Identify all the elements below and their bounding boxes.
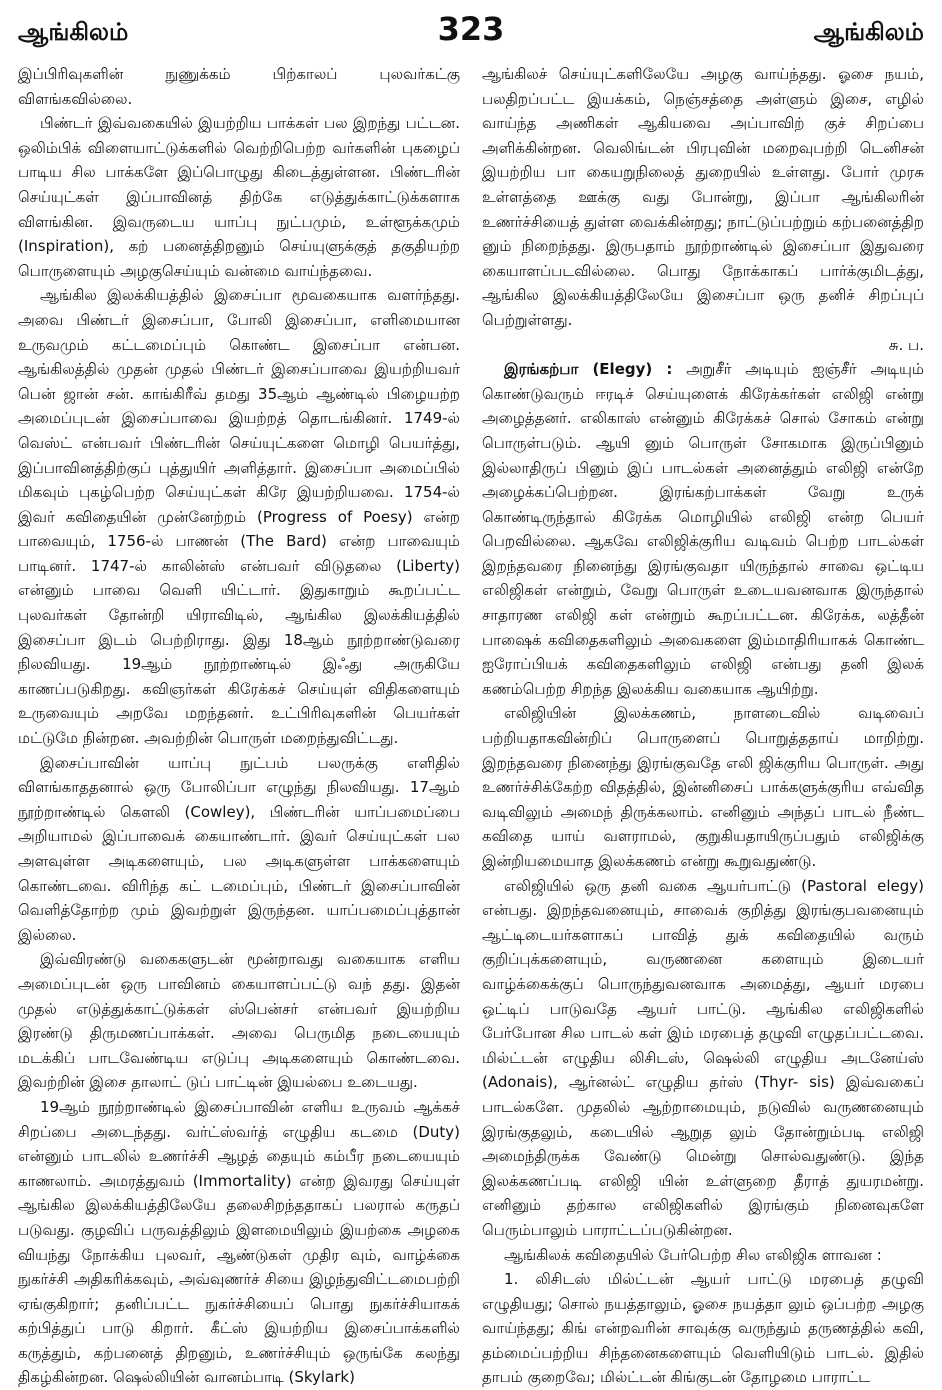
list-item: 1. லிசிடஸ் மில்ட்டன் ஆயர் பாட்டு மரபைத் தழுவி எழுதியது; சொல் நயத்தாலும், ஓசை நயத்தா லும் ஒப்பற்ற அழகு வாய்ந்தது; கிங் என்றவரின் சாவுக்கு வருந்தும் தருணத்தில் கவி, தம்மைப்பற்றிய சிந்தனைகளையும் வெளியிடும் பாடல். இதில் தாபம் குறைவே; மில்ட்டன் கிங்குடன் தோழமை பாராட்ட: [482, 1270, 924, 1387]
running-head-right: ஆங்கிலம்: [813, 18, 924, 46]
left-column: [18, 62, 460, 1387]
entry-paragraph: [482, 357, 924, 701]
page-header: [18, 10, 924, 54]
paragraph: ஆங்கில இலக்கியத்தில் இசைப்பா மூவகையாக வளர்ந்தது. அவை பிண்டர் இசைப்பா, போலி இசைப்பா, எளிமையான உருவமும் கட்டமைப்பும் கொண்ட இசைப்பா என்பன. ஆங்கிலத்தில் முதன் முதல் பிண்டர் இசைப்பாவை இயற்றியவர் பென் ஜான் சன். காங்கிரீவ் தமது 35ஆம் ஆண்டில் பிழையற்ற அமைப்புடன் இசைப்பாவை இயற்றத் தொடங்கினர். 1749-ல் வெஸ்ட் என்பவர் பிண்டரின் செய்யுட்களை மொழி பெயர்த்து, இப்பாவினத்திற்குப் புத்துயிர் அளித்தார். இசைப்பா அமைப்பில் மிகவும் புகழ்பெற்ற செய்யுட்கள் கிரே இயற்றியவை. 1754-ல் இவர் கவிதையின் முன்னேற்றம் (Progress of Poesy) என்ற பாவையும், 1756-ல் பாணன் (The Bard) என்ற பாவையும் பாடினர். 1747-ல் காலின்ஸ் என்பவர் விடுதலை (Liberty) என்னும் பாவை வெளி யிட்டார். இதுகாறும் கூறப்பட்ட புலவர்கள் தோன்றி யிராவிடில், ஆங்கில இலக்கியத்தில் இசைப்பா இடம் பெற்றிராது. இது 18ஆம் நூற்றாண்டுவரை நிலவியது. 19ஆம் நூற்றாண்டில் இஃது அருகியே காணப்படுகிறது. கவிஞர்கள் கிரேக்கச் செய்யுள் விதிகளையும் உருவையும் அறவே மறந்தனர். உட்பிரிவுகளின் பெயர்கள் மட்டுமே நின்றன. அவற்றின் பொருள் மறைந்துவிட்டது.: [18, 286, 460, 748]
author-initials: சு. ப.: [888, 335, 924, 354]
running-head-left: ஆங்கிலம்: [18, 18, 129, 46]
right-column: [482, 62, 924, 1387]
paragraph: எலிஜியின் இலக்கணம், நாளடைவில் வடிவைப் பற்றியதாகவின்றிப் பொருளைப் பொறுத்ததாய் மாறிற்று. இறந்தவரை நினைந்து இரங்குவதே எலி ஜிக்குரிய பொருள். அது உணர்ச்சிக்கேற்ற விதத்தில், இன்னிசைப் பாக்களுக்குரிய எவ்வித வடிவிலும் அமைந் திருக்கலாம். எனினும் அந்தப் பாடல் நீண்ட கவிதை யாய் வளராமல், குறுகியதாயிருப்பதும் எலிஜிக்கு இன்றியமையாத இலக்கணம் என்று கூறுவதுண்டு.: [482, 704, 924, 870]
paragraph: இப்பிரிவுகளின் நுணுக்கம் பிற்காலப் புலவர்கட்கு விளங்கவில்லை.: [18, 65, 460, 108]
paragraph: 19ஆம் நூற்றாண்டில் இசைப்பாவின் எளிய உருவம் ஆக்கச் சிறப்பை அடைந்தது. வர்ட்ஸ்வர்த் எழுதிய கடமை (Duty) என்னும் பாடலில் உணர்ச்சி ஆழத் தையும் கம்பீர நடையையும் காணலாம். அமரத்துவம் (Immortality) என்ற இவரது செய்யுள் ஆங்கில இலக்கியத்திலேயே தலைசிறந்ததாகப் பலரால் கருதப் படுவது. குழவிப் பருவத்திலும் இளமையிலும் இயற்கை அழகை வியந்து நோக்கிய புலவர், ஆண்டுகள் முதிர வும், வாழ்க்கை நுகர்ச்சி அதிகரிக்கவும், அவ்வுணர்ச் சியை இழந்துவிட்டமைபற்றி ஏங்குகிறார்; தனிப்பட்ட நுகர்ச்சியைப் பொது நுகர்ச்சியாகக் கற்பித்துப் பாடு கிறார். கீட்ஸ் இயற்றிய இசைப்பாக்களில் கருத்தும், கற்பனைத் திறனும், உணர்ச்சியும் ஒருங்கே கலந்து திகழ்கின்றன. ஷெல்லியின் வானம்பாடி (Skylark): [18, 1097, 460, 1387]
entry-text: அறுசீர் அடியும் ஐஞ்சீர் அடியும் கொண்டுவரும் ஈரடிச் செய்யுளைக் கிரேக்கர்கள் எலிஜி என்று அழைத்தனர். எலிகாஸ் என்னும் கிரேக்கச் சொல் சோகம் என்று பொருள்படும். ஆயி னும் பொருள் சோகமாக இருப்பினும் இல்லாதிருப் பினும் இப் பாடல்கள் அனைத்தும் எலிஜி என்றே அழைக்கப்பெற்றன. இரங்கற்பாக்கள் வேறு உருக் கொண்டிருந்தால் கிரேக்க மொழியில் எலிஜி என்ற பெயர் பெறவில்லை. ஆகவே எலிஜிக்குரிய வடிவம் பெற்ற பாடல்கள் இறந்தவரை நினைந்து இரங்குவதா யிருந்தால் சாவை ஒட்டிய எலிஜிகள் என்றும், வேறு பொருள் உடையவனவாக இருந்தால் சாதாரண எலிஜி கள் என்றும் கூறப்பட்டன. கிரேக்க, லத்தீன் பாஷைக் கவிதைகளிலும் அவைகளை இம்மாதிரியாகக் கொண்ட ஐரோப்பியக் கவிதைகளிலும் எலிஜி என்பது தனி இலக் கணம்பெற்ற சிறந்த இலக்கிய வகையாக ஆயிற்று.: [482, 360, 924, 698]
entry-heading: இரங்கற்பா (Elegy) :: [504, 360, 673, 379]
paragraph: ஆங்கிலச் செய்யுட்களிலேயே அழகு வாய்ந்தது. ஓசை நயம், பலதிறப்பட்ட இயக்கம், நெஞ்சத்தை அள்ளும் இசை, எழில் வாய்ந்த அணிகள் ஆகியவை அப்பாவிற் குச் சிறப்பை அளிக்கின்றன. வெலிங்டன் பிரபுவின் மறைவுபற்றி டெனிசன் இயற்றிய பா கையறுநிலைத் துறையில் உள்ளது. போர் முரசு உள்ளத்தை ஊக்கு வது போன்று, இப்பா ஆங்கிலரின் உணர்ச்சியைத் துள்ள வைக்கின்றது; நாட்டுப்பற்றும் கற்பனைத்திற னும் நிறைந்தது. இருபதாம் நூற்றாண்டில் இசைப்பா இதுவரை கையாளப்படவில்லை. பொது நோக்காகப் பார்க்குமிடத்து, ஆங்கில இலக்கியத்திலேயே இசைப்பா ஒரு தனிச் சிறப்புப் பெற்றுள்ளது.: [482, 65, 924, 329]
paragraph: இசைப்பாவின் யாப்பு நுட்பம் பலருக்கு எளிதில் விளங்காததனால் ஒரு போலிப்பா எழுந்து நிலவியது. 17ஆம் நூற்றாண்டில் கௌலி (Cowley), பிண்டரின் யாப்பமைப்பை அறியாமல் இப்பாவைக் கையாண்டார். இவர் செய்யுட்கள் பல அளவுள்ள அடிகளையும், பல அடிகளுள்ள பாக்களையும் கொண்டவை. விரிந்த கட் டமைப்பும், பிண்டர் இசைப்பாவின் வெளித்தோற்ற மும் இவற்றுள் இருந்தன. யாப்பமைப்புத்தான் இல்லை.: [18, 753, 460, 944]
paragraph: இவ்விரண்டு வகைகளுடன் மூன்றாவது வகையாக எளிய அமைப்புடன் ஒரு பாவினம் கையாளப்பட்டு வந் தது. இதன் முதல் எடுத்துக்காட்டுக்கள் ஸ்பென்சர் என்பவர் இயற்றிய இரண்டு திருமணப்பாக்கள். அவை பெருமித நடையையும் மடக்கிப் பாடவேண்டிய எடுப்பு அடிகளையும் கொண்டவை. இவற்றின் இசை தாலாட் டுப் பாட்டின் இயல்பை உடையது.: [18, 950, 460, 1092]
paragraph: எலிஜியில் ஒரு தனி வகை ஆயர்பாட்டு (Pastoral elegy) என்பது. இறந்தவனையும், சாவைக் குறித்து இரங்குபவனையும் ஆட்டிடையர்களாகப் பாவித் துக் கவிதையில் வரும் குறிப்புக்களையும், வருணனை களையும் இடையர் வாழ்க்கைக்குப் பொருந்துவனவாக அமைத்து, ஆயர் மரபை ஒட்டிப் பாடுவதே ஆயர் பாட்டு. ஆங்கில எலிஜிகளில் பேர்போன சில பாடல் கள் இம் மரபைத் தழுவி எழுதப்பட்டவை. மில்ட்டன் எழுதிய லிசிடஸ், ஷெல்லி எழுதிய அடனேய்ஸ் (Adonais), ஆர்னல்ட் எழுதிய தர்ஸ் (Thyr- sis) இவ்வகைப் பாடல்களே. முதலில் ஆற்றாமையும், நடுவில் வருணனையும் இரங்குதலும், கடையில் ஆறுத லும் தோன்றும்படி எலிஜி அமைந்திருக்க வேண்டு மென்று சொல்வதுண்டு. இந்த இலக்கணப்படி எலிஜி யின் உள்ளுறை தீராத் துயரமன்று. எனினும் தற்கால எலிஜிகளில் இரங்கும் நினைவுகளே பெரும்பாலும் பாராட்டப்படுகின்றன.: [482, 876, 924, 1239]
paragraph: பிண்டர் இவ்வகையில் இயற்றிய பாக்கள் பல இறந்து பட்டன. ஒலிம்பிக் விளையாட்டுக்களில் வெற்றிபெற்ற வர்களின் புகழைப் பாடிய சில பாக்களே இப்பொழுது கிடைத்துள்ளன. பிண்டரின் செய்யுட்கள் இப்பாவினத் திற்கே எடுத்துக்காட்டுக்களாக விளங்கின. இவருடைய யாப்பு நுட்பமும், உள்ளூக்கமும் (Inspiration), கற் பனைத்திறனும் செய்யுளுக்குத் தகுதியற்ற பொருளையும் அழகுசெய்யும் வன்மை வாய்ந்தவை.: [18, 114, 460, 280]
paragraph: ஆங்கிலக் கவிதையில் பேர்பெற்ற சில எலிஜிக ளாவன :: [504, 1245, 882, 1264]
page-number: 323: [437, 10, 505, 48]
